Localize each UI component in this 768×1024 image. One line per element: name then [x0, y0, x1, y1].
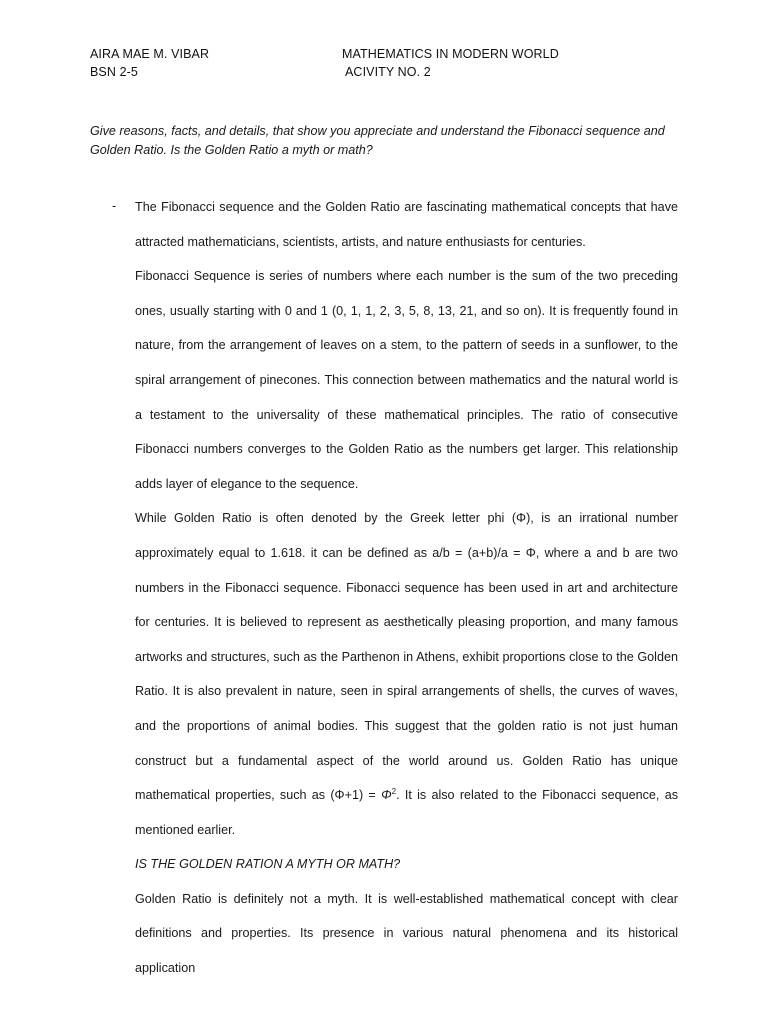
bullet-marker: -: [112, 199, 117, 213]
golden-ratio-text: While Golden Ratio is often denoted by the Greek letter phi (Φ), is an irrational number approximately equal to 1.618. it can be defined as a/b = (a+b)/a = Φ, where a and b are two numbers in the Fibonacci sequence. Fibonacci sequence has been used in art and architecture for centuries. It is believed to represent as aesthetically pleasing proportion, and many famous artworks and structures, such as the Parthenon in Athens, exhibit proportions close to the Golden Ratio. It is also prevalent in nature, seen in spiral arrangements of shells, the curves of waves, and the proportions of animal bodies. This suggest that the golden ratio is not just human construct but a fundamental aspect of the world around us. Golden Ratio has unique mathematical properties, such as (Φ+1) =: [135, 511, 678, 803]
paragraph-fibonacci: Fibonacci Sequence is series of numbers where each number is the sum of the two preceding ones, usually starting with 0 and 1 (0, 1, 1, 2, 3, 5, 8, 13, 21, and so on). It is frequently found in nature, from the arrangement of leaves on a stem, to the pattern of seeds in a sunflower, to the spiral arrangement of pinecones. This connection between mathematics and the natural world is a testament to the universality of these mathematical principles. The ratio of consecutive Fibonacci numbers converges to the Golden Ratio as the numbers get larger. This relationship adds layer of elegance to the sequence.: [135, 269, 678, 491]
paragraph-intro: The Fibonacci sequence and the Golden Ratio are fascinating mathematical concepts that have attracted mathematicians, scientists, artists, and nature enthusiasts for centuries.: [135, 200, 678, 249]
activity-label: ACIVITY NO. 2: [345, 65, 431, 79]
section-heading: IS THE GOLDEN RATION A MYTH OR MATH?: [135, 857, 401, 872]
golden-ratio-text-end: . It is also related to the Fibonacci sequence, as mentioned earlier.: [135, 788, 678, 837]
paragraph-conclusion: Golden Ratio is definitely not a myth. It is well-established mathematical concept with clear definitions and properties. Its presence in various natural phenomena and its historical application: [135, 891, 678, 976]
paragraph-golden-ratio: [135, 501, 678, 847]
formula-exponent: 2: [391, 786, 397, 796]
section-label: BSN 2-5: [90, 65, 138, 79]
activity-prompt: Give reasons, facts, and details, that show you appreciate and understand the Fibonacci sequence and Golden Ratio. Is the Golden Ratio a myth or math?: [90, 124, 665, 157]
essay-body: [135, 190, 678, 986]
course-title: MATHEMATICS IN MODERN WORLD: [342, 47, 559, 61]
author-name: AIRA MAE M. VIBAR: [90, 47, 210, 61]
formula-phi: Φ: [381, 788, 392, 803]
